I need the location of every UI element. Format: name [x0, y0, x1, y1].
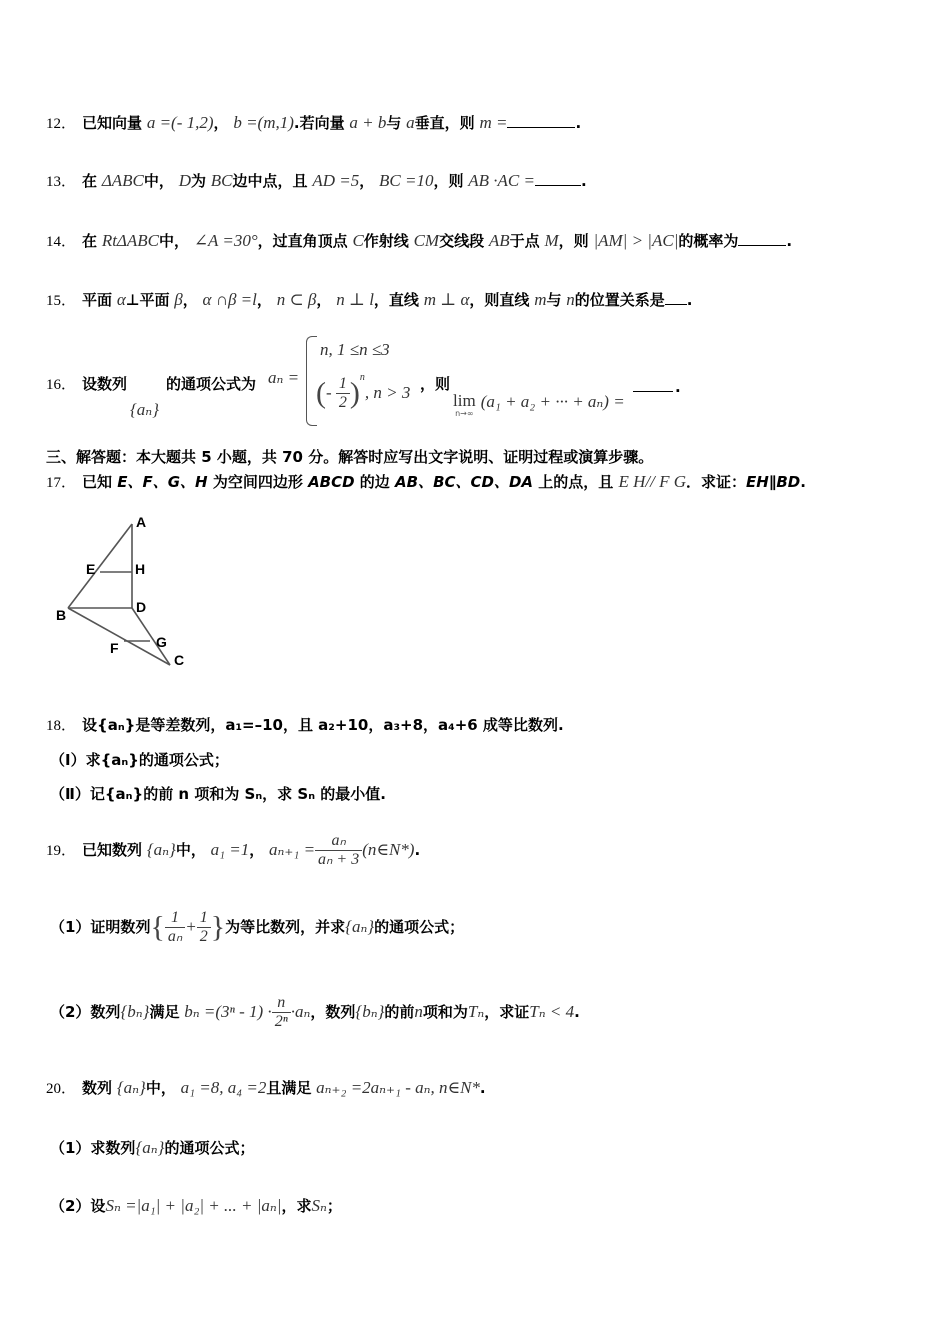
- answer-blank: [738, 231, 786, 246]
- label-d: D: [136, 599, 147, 615]
- question-17: 17． 已知 E、F、G、H 为空间四边形 ABCD 的边 AB、BC、CD、DA 上的点，且 E H// F G．求证：EH∥BD.: [46, 472, 806, 491]
- edge-bc: [68, 608, 170, 665]
- case-2: (- $\frac{1}{2}$ )$^n$, n > 3: [316, 372, 411, 411]
- limit-expression: lim n→∞ (a₁ + a₂ + ··· + aₙ) =: [453, 391, 625, 418]
- label-e: E: [86, 561, 96, 577]
- question-12: 12． 已知向量 a =(- 1,2)， b =(m,1).若向量 a + b与 a垂直，则 m = .: [46, 113, 582, 132]
- label-g: G: [156, 634, 167, 650]
- question-20-part-1: （1）求数列{aₙ}的通项公式；: [50, 1138, 255, 1157]
- label-b: B: [56, 607, 67, 623]
- question-19-part-1: （1）证明数列{ $\frac{1}{\text{aₙ}}$ + $\frac{1}{2}$ }为等比数列，并求{aₙ}的通项公式；: [50, 909, 465, 945]
- question-15: 15． 平面 α⊥平面 β， α ∩β =l， n ⊂ β， n ⊥ l，直线 m ⊥ α，则直线 m与 n的位置关系是 .: [46, 290, 693, 309]
- label-c: C: [174, 652, 185, 668]
- answer-blank: [665, 290, 687, 305]
- question-20: 20． 数列 {aₙ}中， a₁ =8, a₄ =2且满足 aₙ₊₂ =2aₙ₊₁ - aₙ, n∈N*.: [46, 1078, 486, 1097]
- answer-blank: [535, 171, 581, 186]
- question-19-part-2: （2）数列{bₙ}满足 bₙ =(3ⁿ - 1) · $\frac{n}{\text{2ⁿ}}$ ·aₙ，数列{bₙ}的前n项和为Tₙ，求证Tₙ < 4.: [50, 994, 580, 1030]
- label-h: H: [135, 561, 146, 577]
- question-14: 14． 在 RtΔABC中， ∠A =30°，过直角顶点 C作射线 CM交线段 AB于点 M，则 |AM| > |AC|的概率为 .: [46, 231, 793, 250]
- answer-blank: [507, 113, 575, 128]
- quadrilateral-figure: [50, 510, 200, 670]
- label-f: F: [110, 640, 119, 656]
- question-13: 13． 在 ΔABC中， D为 BC边中点，且 AD =5， BC =10，则 AB ·AC = .: [46, 171, 587, 190]
- section-header: 三、解答题：本大题共 5 小题，共 70 分。解答时应写出文字说明、证明过程或演算步骤。: [46, 448, 654, 466]
- question-19: 19． 已知数列 {aₙ}中， a₁ =1， aₙ₊₁ = $\frac{\text{aₙ}}{\text{aₙ + 3}}$ (n∈N*).: [46, 832, 421, 868]
- question-18-part-2: （Ⅱ）记{aₙ}的前 n 项和为 Sₙ，求 Sₙ 的最小值.: [50, 785, 386, 803]
- question-18-part-1: （Ⅰ）求{aₙ}的通项公式；: [50, 751, 229, 769]
- edge-ab: [68, 524, 132, 608]
- question-20-part-2: （2）设Sₙ =|a₁| + |a₂| + ... + |aₙ|，求Sₙ；: [50, 1196, 342, 1215]
- label-a: A: [136, 514, 147, 530]
- question-18: 18． 设{aₙ}是等差数列，a₁=–10，且 a₂+10，a₃+8，a₄+6 成等比数列.: [46, 716, 564, 734]
- answer-blank: [633, 377, 673, 392]
